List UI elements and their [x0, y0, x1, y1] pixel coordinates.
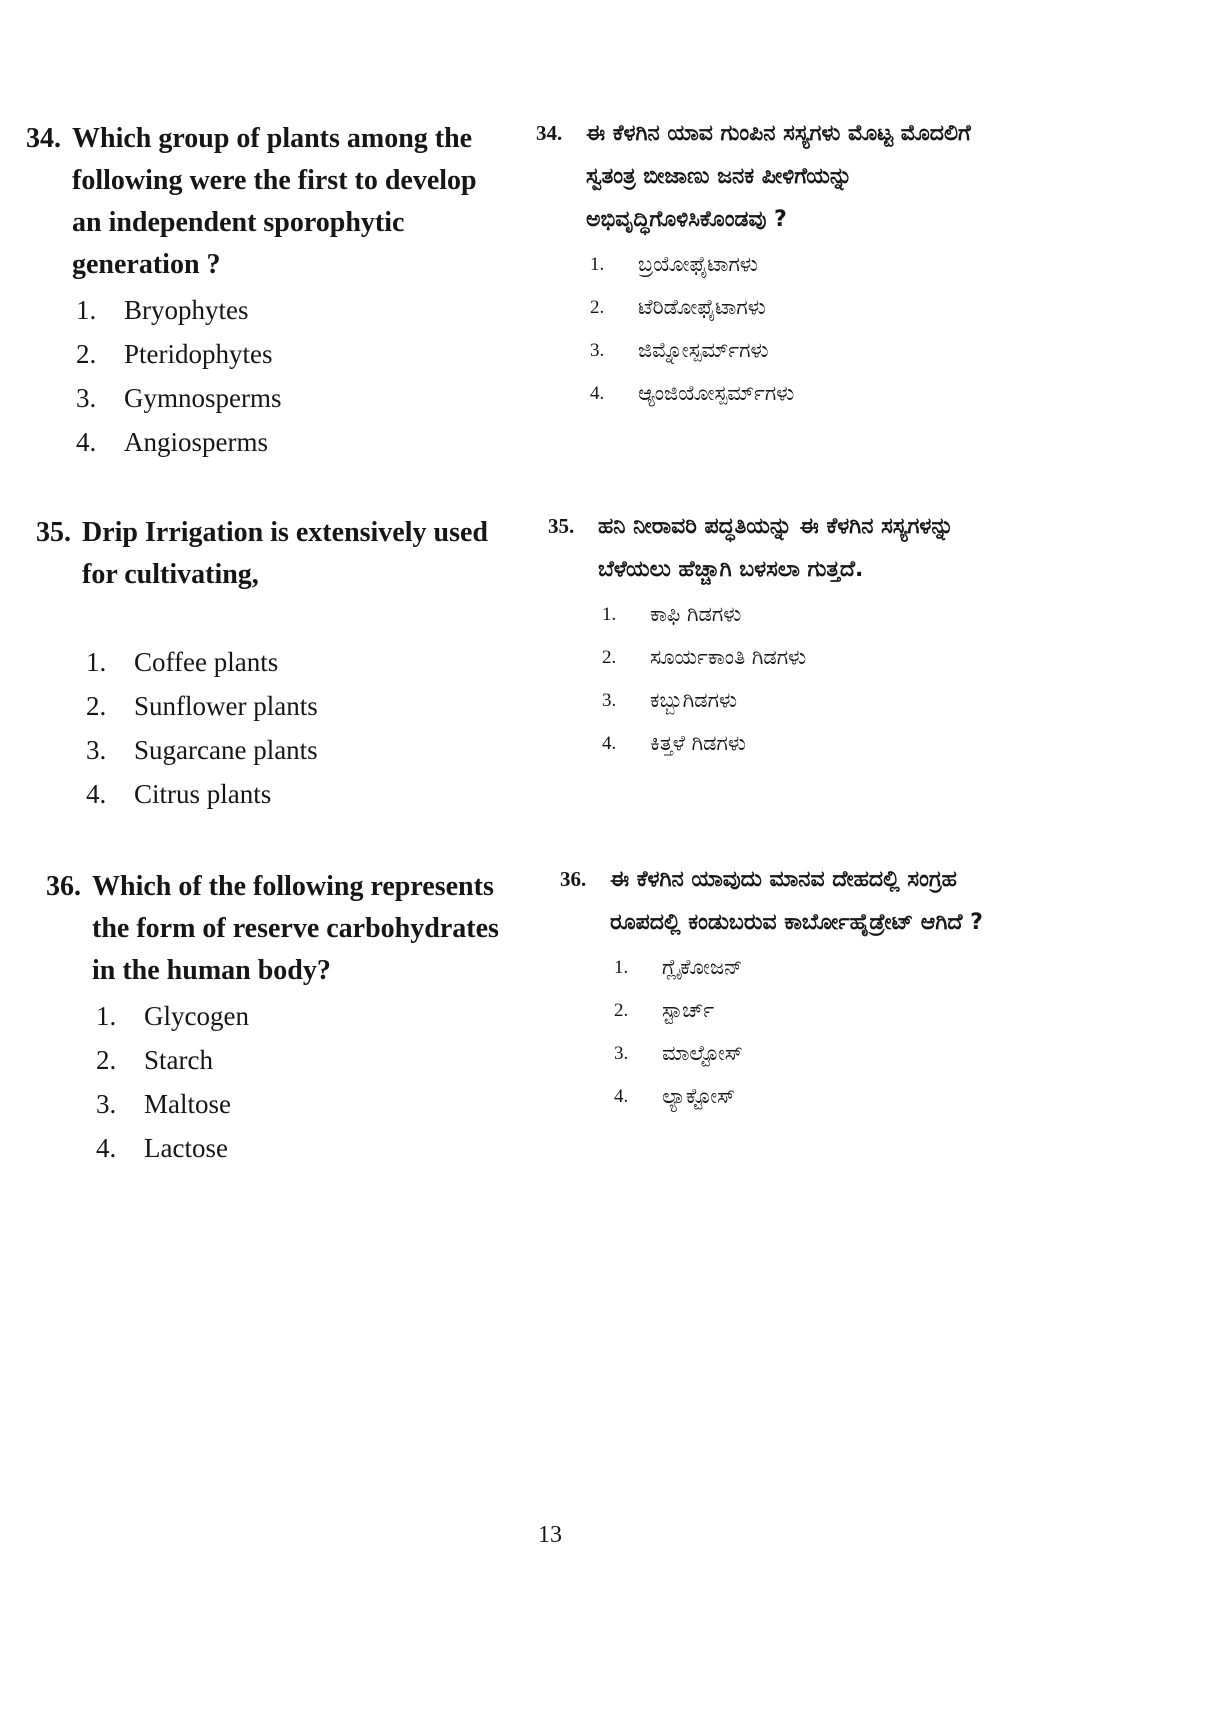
question-text: ಈ ಕೆಳಗಿನ ಯಾವುದು ಮಾನವ ದೇಹದಲ್ಲಿ ಸಂಗ್ರಹ ರೂಪದಲ್ಲಿ ಕಂಡುಬರುವ ಕಾರ್ಬೋಹೈಡ್ರೇಟ್ ಆಗಿದೆ ?	[610, 867, 983, 935]
question-text: ಈ ಕೆಳಗಿನ ಯಾವ ಗುಂಪಿನ ಸಸ್ಯಗಳು ಮೊಟ್ಟ ಮೊದಲಿಗೆ ಸ್ವತಂತ್ರ ಬೀಜಾಣು ಜನಕ ಪೀಳಿಗೆಯನ್ನು ಅಭಿವೃದ್ಧಿಗೊಳಿಸಿಕೊಂಡವು ?	[586, 121, 971, 232]
option-text: ಕಬ್ಬುಗಿಡಗಳು	[650, 688, 738, 712]
question-34-kannada	[536, 112, 1016, 415]
option-number: 4.	[602, 733, 617, 754]
option-item	[590, 286, 1016, 329]
question-text: Which of the following represents the form of reserve carbohydrates in the human body?	[92, 871, 499, 986]
option-item	[76, 376, 496, 420]
option-text: ಕಾಫಿ ಗಿಡಗಳು	[650, 602, 742, 626]
option-number: 1.	[86, 647, 107, 677]
question-number: 35.	[548, 514, 575, 538]
options-list	[46, 994, 526, 1170]
option-text: Gymnosperms	[124, 383, 282, 413]
option-item	[590, 243, 1016, 286]
option-item	[96, 994, 526, 1038]
option-text: Glycogen	[144, 1001, 249, 1031]
options-list	[26, 288, 496, 464]
option-item	[614, 1032, 1030, 1075]
option-number: 1.	[96, 1001, 117, 1031]
option-number: 2.	[96, 1045, 117, 1075]
option-text: Starch	[144, 1045, 213, 1075]
option-item	[602, 679, 1018, 722]
option-text: Sunflower plants	[134, 691, 318, 721]
option-text: ಕಿತ್ತಳೆ ಗಿಡಗಳು	[650, 731, 746, 755]
option-text: ಟೆರಿಡೋಫೈಟಾಗಳು	[638, 295, 766, 319]
page-number: 13	[538, 1522, 562, 1548]
option-item	[590, 329, 1016, 372]
option-number: 3.	[602, 690, 617, 711]
option-text: ಮಾಲ್ಟೋಸ್	[662, 1041, 743, 1065]
option-number: 2.	[614, 1000, 629, 1021]
option-number: 3.	[614, 1043, 629, 1064]
question-35-kannada	[548, 505, 1018, 765]
question-stem	[548, 505, 1018, 591]
option-item	[602, 593, 1018, 636]
option-text: Bryophytes	[124, 295, 249, 325]
option-number: 4.	[96, 1133, 117, 1163]
option-number: 2.	[86, 691, 107, 721]
option-text: ಜಿಮ್ನೋಸ್ಪರ್ಮ್‌ಗಳು	[638, 338, 769, 362]
option-text: Maltose	[144, 1089, 231, 1119]
options-list	[536, 243, 1016, 415]
option-number: 3.	[96, 1089, 117, 1119]
option-item	[590, 372, 1016, 415]
question-34-english	[26, 118, 496, 464]
option-text: Citrus plants	[134, 779, 272, 809]
option-number: 2.	[590, 297, 605, 318]
question-stem	[560, 858, 1030, 944]
option-item	[86, 640, 506, 684]
question-text: Drip Irrigation is extensively used for cultivating,	[82, 517, 488, 590]
option-number: 3.	[86, 735, 107, 765]
option-number: 4.	[590, 383, 605, 404]
option-item	[86, 728, 506, 772]
option-item	[602, 636, 1018, 679]
option-item	[614, 946, 1030, 989]
question-35-english	[36, 512, 506, 816]
question-number: 36.	[46, 871, 81, 902]
option-number: 4.	[86, 779, 107, 809]
option-text: ಸ್ಟಾರ್ಚ್	[662, 998, 715, 1022]
option-number: 1.	[602, 604, 617, 625]
option-number: 2.	[602, 647, 617, 668]
question-number: 36.	[560, 867, 587, 891]
question-text: ಹನಿ ನೀರಾವರಿ ಪದ್ಧತಿಯನ್ನು ಈ ಕೆಳಗಿನ ಸಸ್ಯಗಳನ್ನು ಬೆಳೆಯಲು ಹೆಚ್ಚಾಗಿ ಬಳಸಲಾ ಗುತ್ತದೆ.	[598, 514, 954, 582]
question-number: 35.	[36, 517, 71, 548]
option-text: ಲ್ಯಾಕ್ಟೋಸ್	[662, 1084, 736, 1108]
options-list	[36, 640, 506, 816]
question-number: 34.	[536, 121, 563, 145]
option-item	[86, 772, 506, 816]
option-number: 2.	[76, 339, 97, 369]
question-stem	[536, 112, 1016, 241]
option-item	[96, 1082, 526, 1126]
option-item	[602, 722, 1018, 765]
option-text: ಆ್ಯಂಜಿಯೋಸ್ಪರ್ಮ್‌ಗಳು	[638, 381, 795, 405]
option-item	[76, 288, 496, 332]
option-text: ಬ್ರಯೋಫೈಟಾಗಳು	[638, 252, 758, 276]
option-text: Pteridophytes	[124, 339, 273, 369]
option-item	[86, 684, 506, 728]
option-number: 1.	[76, 295, 97, 325]
option-number: 1.	[590, 254, 605, 275]
option-number: 4.	[614, 1086, 629, 1107]
option-number: 3.	[590, 340, 605, 361]
option-text: Angiosperms	[124, 427, 268, 457]
option-item	[76, 332, 496, 376]
question-36-kannada	[560, 858, 1030, 1118]
option-text: ಗ್ಲೈಕೋಜನ್	[662, 955, 743, 979]
option-text: Coffee plants	[134, 647, 279, 677]
option-text: Sugarcane plants	[134, 735, 318, 765]
options-list	[548, 593, 1018, 765]
option-item	[614, 989, 1030, 1032]
question-text: Which group of plants among the following were the first to develop an independent sporophytic generation ?	[72, 123, 477, 280]
question-36-english	[46, 866, 526, 1170]
question-stem	[36, 512, 506, 596]
option-text: Lactose	[144, 1133, 228, 1163]
options-list	[560, 946, 1030, 1118]
option-number: 4.	[76, 427, 97, 457]
option-text: ಸೂರ್ಯಕಾಂತಿ ಗಿಡಗಳು	[650, 645, 807, 669]
question-number: 34.	[26, 123, 61, 154]
option-item	[96, 1038, 526, 1082]
option-number: 1.	[614, 957, 629, 978]
option-item	[96, 1126, 526, 1170]
option-item	[614, 1075, 1030, 1118]
question-stem	[46, 866, 526, 992]
option-item	[76, 420, 496, 464]
question-stem	[26, 118, 496, 286]
option-number: 3.	[76, 383, 97, 413]
